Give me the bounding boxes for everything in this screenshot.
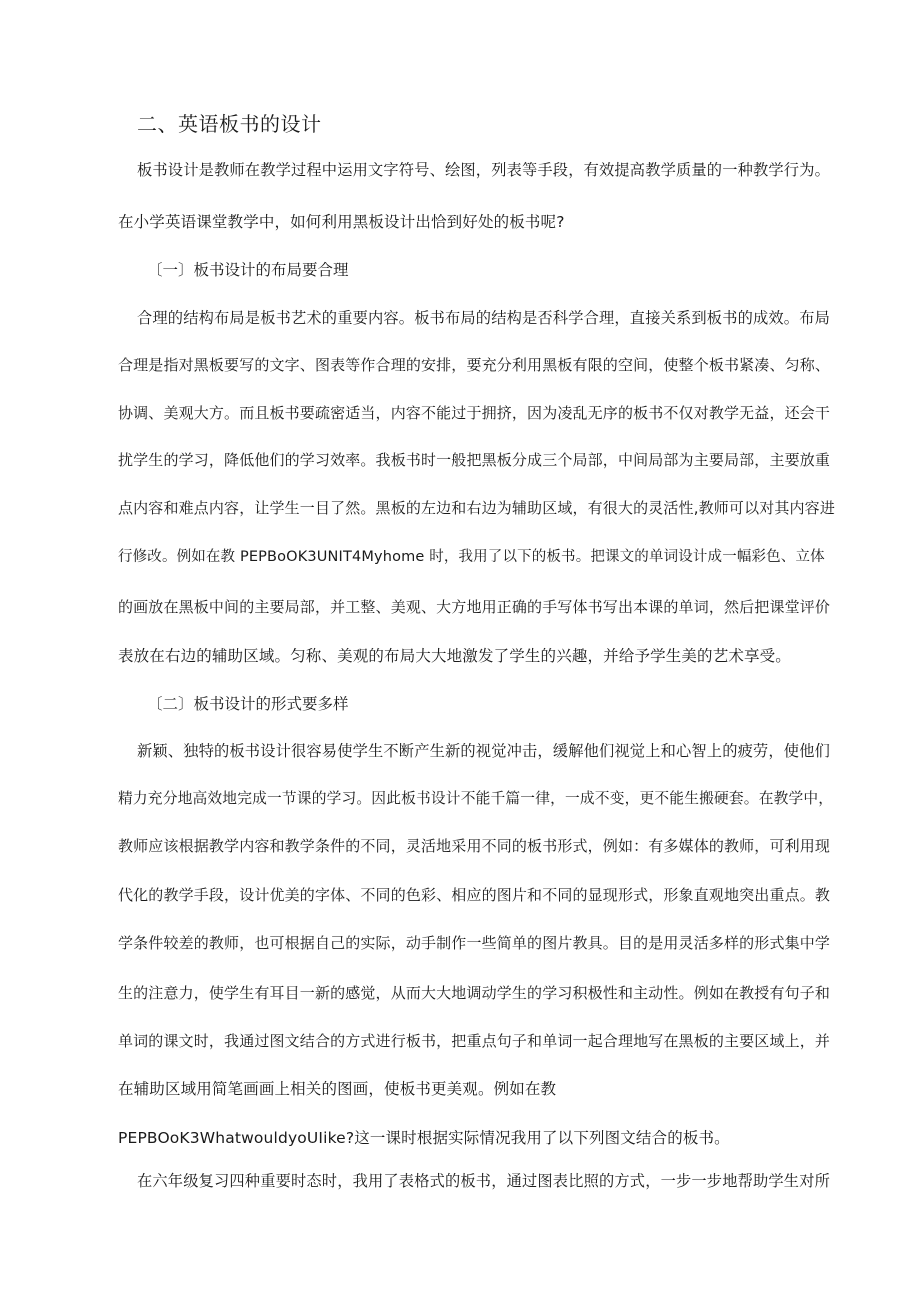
paragraph-line: 表放在右边的辅助区域。匀称、美观的布局大大地激发了学生的兴趣，并给予学生美的艺术享受。 bbox=[118, 647, 791, 665]
subsection-title-2: 〔二〕板书设计的形式要多样 bbox=[147, 695, 349, 713]
paragraph-line: 学条件较差的教师，也可根据自己的实际，动手制作一些简单的图片教具。目的是用灵活多样的形式集中学 bbox=[118, 934, 831, 952]
subsection-title-1: 〔一〕板书设计的布局要合理 bbox=[147, 261, 349, 279]
paragraph-line: 板书设计是教师在教学过程中运用文字符号、绘图，列表等手段，有效提高教学质量的一种教学行为。 bbox=[137, 161, 830, 179]
paragraph-line: 的画放在黑板中间的主要局部，并工整、美观、大方地用正确的手写体书写出本课的单词，然后把课堂评价 bbox=[118, 598, 831, 616]
paragraph-line: 合理是指对黑板要写的文字、图表等作合理的安排，要充分利用黑板有限的空间，使整个板书紧凑、匀称、 bbox=[118, 356, 831, 374]
paragraph-line: 新颖、独特的板书设计很容易使学生不断产生新的视觉冲击，缓解他们视觉上和心智上的疲劳，使他们 bbox=[137, 742, 830, 760]
paragraph-line: 扰学生的学习，降低他们的学习效率。我板书时一般把黑板分成三个局部，中间局部为主要局部，主要放重 bbox=[118, 451, 831, 469]
paragraph-line: 代化的教学手段，设计优美的字体、不同的色彩、相应的图片和不同的显现形式，形象直观地突出重点。教 bbox=[118, 886, 831, 904]
paragraph-line: 单词的课文时，我通过图文结合的方式进行板书，把重点句子和单词一起合理地写在黑板的主要区域上，并 bbox=[118, 1032, 831, 1050]
paragraph-line: 点内容和难点内容，让学生一目了然。黑板的左边和右边为辅助区域，有很大的灵活性,教师可以对其内容进 bbox=[118, 499, 835, 517]
paragraph-line: 行修改。例如在教 PEPBoOK3UNIT4Myhome 时，我用了以下的板书。把课文的单词设计成一幅彩色、立体 bbox=[118, 549, 825, 565]
paragraph-line: 生的注意力，使学生有耳目一新的感觉，从而大大地调动学生的学习积极性和主动性。例如在教授有句子和 bbox=[118, 984, 831, 1002]
paragraph-line: PEPBOoK3WhatwouldyoUIike?这一课时根据实际情况我用了以下列图文结合的板书。 bbox=[118, 1129, 730, 1147]
paragraph-line: 合理的结构布局是板书艺术的重要内容。板书布局的结构是否科学合理，直接关系到板书的成效。布局 bbox=[137, 309, 830, 327]
section-title: 二、英语板书的设计 bbox=[137, 112, 322, 136]
paragraph-line: 在六年级复习四种重要时态时，我用了表格式的板书，通过图表比照的方式，一步一步地帮助学生对所 bbox=[137, 1172, 830, 1190]
paragraph-line: 教师应该根据教学内容和教学条件的不同，灵活地采用不同的板书形式，例如：有多媒体的教师，可利用现 bbox=[118, 837, 831, 855]
paragraph-line: 精力充分地高效地完成一节课的学习。因此板书设计不能千篇一律，一成不变，更不能生搬硬套。在教学中， bbox=[118, 790, 834, 807]
paragraph-line: 在辅助区域用简笔画画上相关的图画，使板书更美观。例如在教 bbox=[118, 1080, 557, 1098]
paragraph-line: 在小学英语课堂教学中，如何利用黑板设计出恰到好处的板书呢? bbox=[118, 213, 565, 231]
paragraph-line: 协调、美观大方。而且板书要疏密适当，内容不能过于拥挤，因为凌乱无序的板书不仅对教学无益，还会干 bbox=[118, 404, 831, 422]
